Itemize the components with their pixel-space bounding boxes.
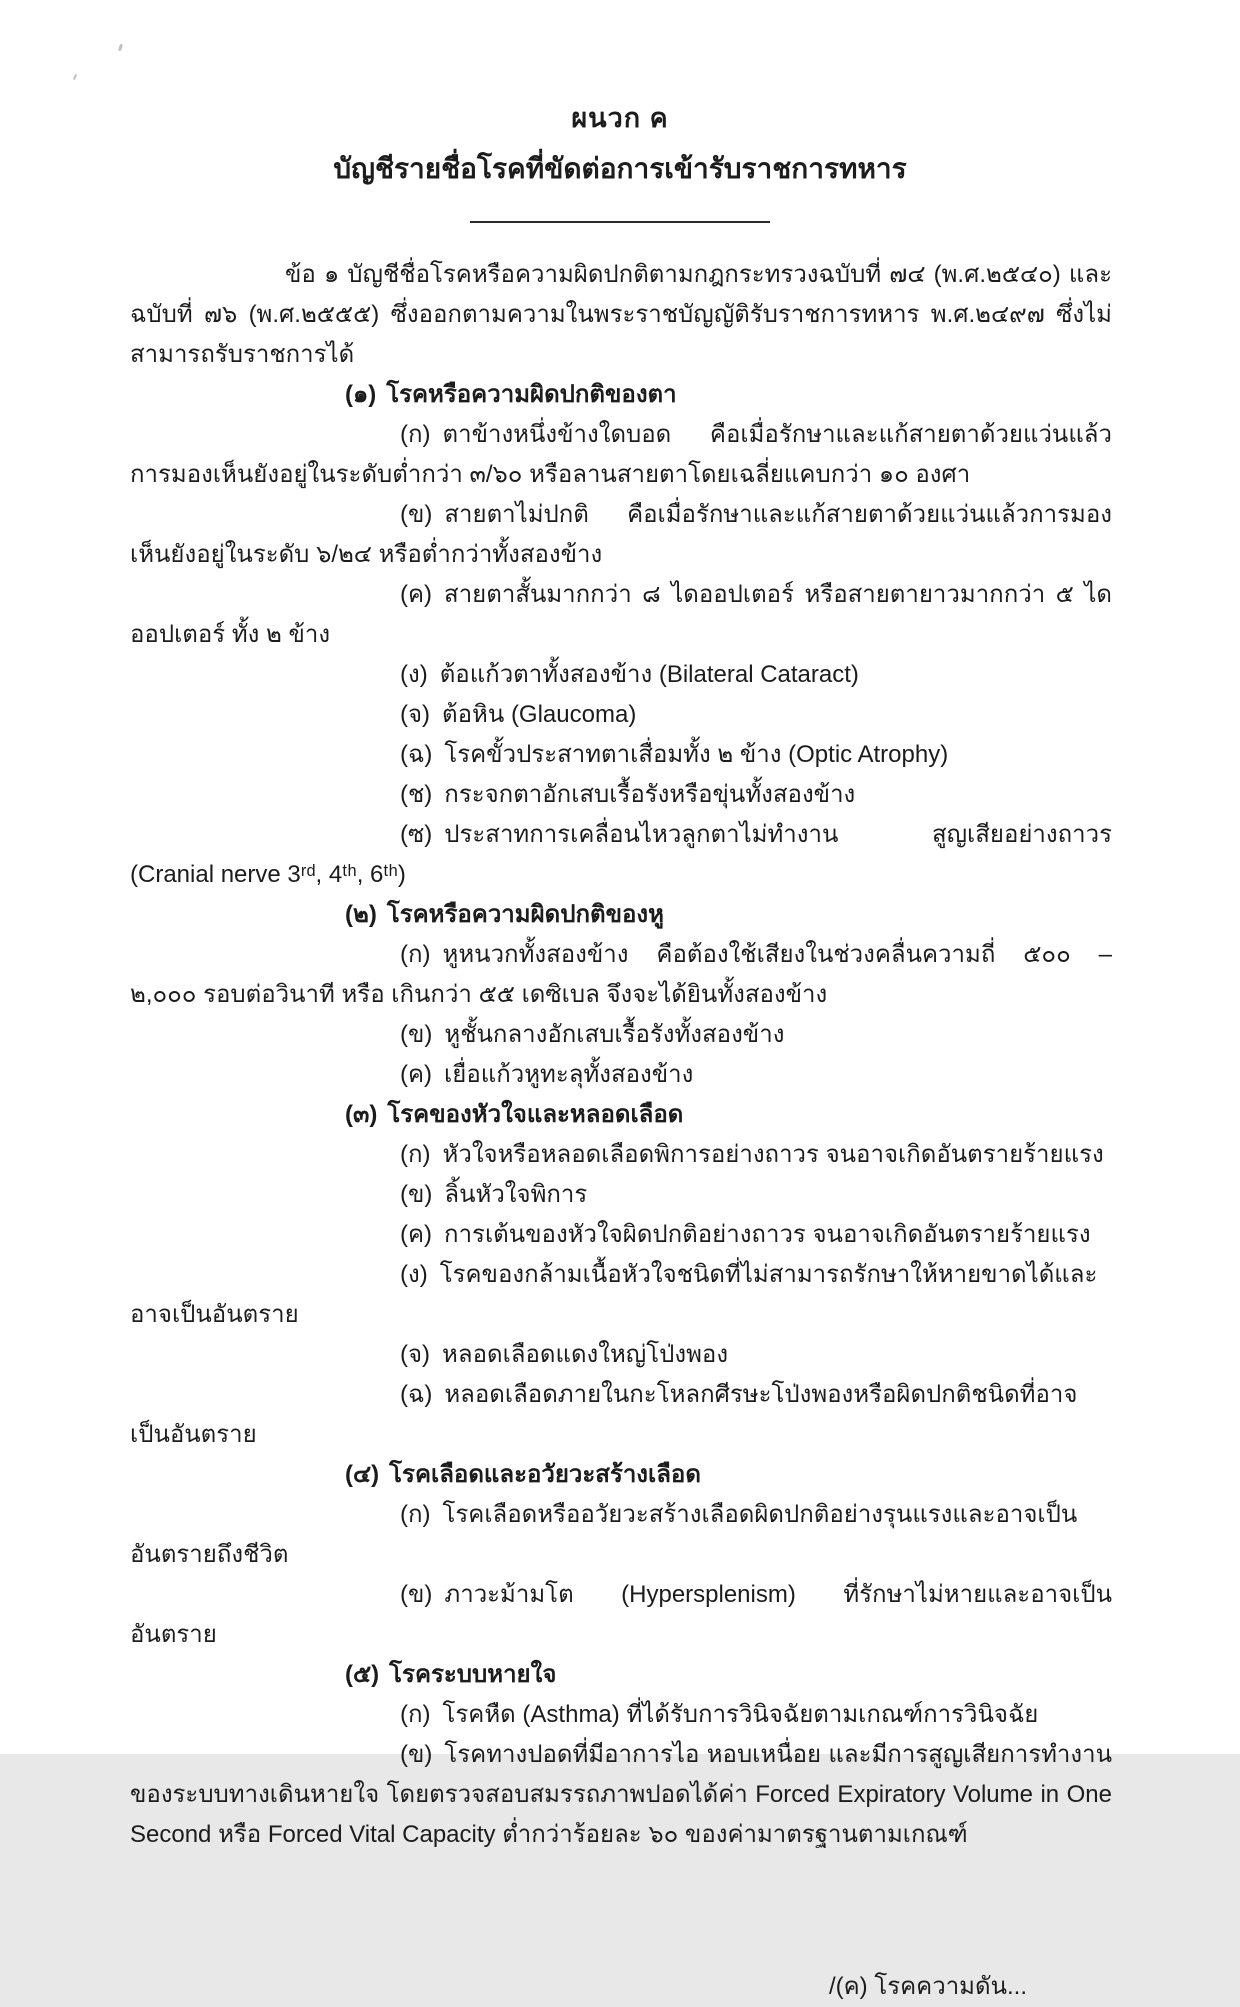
item-text: ต้อแก้วตาทั้งสองข้าง (Bilateral Cataract) — [439, 661, 859, 688]
list-item — [130, 1575, 1112, 1655]
item-label: (ก) — [400, 1701, 431, 1728]
item-label: (ช) — [400, 781, 433, 808]
item-text: ลิ้นหัวใจพิการ — [444, 1181, 588, 1208]
section-heading — [130, 1095, 1112, 1135]
item-text: หลอดเลือดแดงใหญ่โป่งพอง — [442, 1341, 729, 1368]
appendix-label: ผนวก ค — [571, 103, 669, 133]
item-text: ตาข้างหนึ่งข้างใดบอด คือเมื่อรักษาและแก้สายตาด้วยแว่นแล้วการมองเห็นยังอยู่ในระดับต่ำกว่า ๓/๖๐ หรือลานสายตาโดยเฉลี่ยแคบกว่า ๑๐ องศา — [130, 421, 1112, 488]
item-label: (ก) — [400, 941, 431, 968]
item-label: (จ) — [400, 701, 431, 728]
item-label: (ค) — [400, 581, 433, 608]
item-text: โรคเลือดหรืออวัยวะสร้างเลือดผิดปกติอย่างรุนแรงและอาจเป็นอันตรายถึงชีวิต — [130, 1501, 1078, 1568]
document-body — [130, 255, 1112, 2007]
section-title: โรคของหัวใจและหลอดเลือด — [387, 1101, 684, 1128]
list-item — [130, 1135, 1112, 1175]
list-item — [130, 1175, 1112, 1215]
list-item — [130, 935, 1112, 1015]
item-label: (ซ) — [400, 821, 433, 848]
list-item — [130, 655, 1112, 695]
list-item — [130, 1335, 1112, 1375]
item-text: ประสาทการเคลื่อนไหวลูกตาไม่ทำงาน สูญเสียอย่างถาวร (Cranial nerve 3ʳᵈ, 4ᵗʰ, 6ᵗʰ) — [130, 821, 1112, 888]
section-title: โรคหรือความผิดปกติของตา — [386, 381, 677, 408]
item-text: เยื่อแก้วหูทะลุทั้งสองข้าง — [444, 1061, 694, 1088]
list-item — [130, 1695, 1112, 1735]
item-label: (ข) — [400, 1021, 433, 1048]
document-header — [0, 0, 1240, 223]
item-label: (ง) — [400, 1261, 428, 1288]
list-item — [130, 1055, 1112, 1095]
item-text: หูหนวกทั้งสองข้าง คือต้องใช้เสียงในช่วงคลื่นความถี่ ๕๐๐ – ๒,๐๐๐ รอบต่อวินาที หรือ เกินกว่า ๕๕ เดซิเบล จึงจะได้ยินทั้งสองข้าง — [130, 941, 1112, 1008]
item-label: (ข) — [400, 501, 433, 528]
item-label: (ค) — [400, 1221, 433, 1248]
title-divider-rule — [470, 221, 770, 223]
section-heading — [130, 1455, 1112, 1495]
item-text: ภาวะม้ามโต (Hypersplenism) ที่รักษาไม่หายและอาจเป็นอันตราย — [130, 1581, 1112, 1648]
page-title: บัญชีรายชื่อโรคที่ขัดต่อการเข้ารับราชการทหาร — [333, 153, 907, 184]
continuation-note: /(ค) โรคความดัน... — [828, 1973, 1027, 2000]
section-title: โรคหรือความผิดปกติของหู — [386, 901, 664, 928]
item-label: (ข) — [400, 1181, 433, 1208]
list-item — [130, 815, 1112, 895]
list-item — [130, 1015, 1112, 1055]
item-label: (ค) — [400, 1061, 433, 1088]
list-item — [130, 695, 1112, 735]
item-text: หูชั้นกลางอักเสบเรื้อรังทั้งสองข้าง — [444, 1021, 785, 1048]
item-text: หัวใจหรือหลอดเลือดพิการอย่างถาวร จนอาจเกิดอันตรายร้ายแรง — [442, 1141, 1104, 1168]
item-text: กระจกตาอักเสบเรื้อรังหรือขุ่นทั้งสองข้าง — [444, 781, 856, 808]
list-item — [130, 415, 1112, 495]
section-number: (๑) — [345, 381, 377, 408]
intro-paragraph: ข้อ ๑ บัญชีชื่อโรคหรือความผิดปกติตามกฎกระทรวงฉบับที่ ๗๔ (พ.ศ.๒๕๔๐) และ ฉบับที่ ๗๖ (พ.ศ.๒๕๕๕) ซึ่งออกตามความในพระราชบัญญัติรับราชการทหาร พ.ศ.๒๔๙๗ ซึ่งไม่สามารถรับราชการได้ — [130, 261, 1112, 368]
item-text: สายตาไม่ปกติ คือเมื่อรักษาและแก้สายตาด้วยแว่นแล้วการมองเห็นยังอยู่ในระดับ ๖/๒๔ หรือต่ำกว่าทั้งสองข้าง — [130, 501, 1112, 568]
item-label: (ฉ) — [400, 1381, 433, 1408]
item-text: หลอดเลือดภายในกะโหลกศีรษะโป่งพองหรือผิดปกติชนิดที่อาจเป็นอันตราย — [130, 1381, 1078, 1448]
item-text: ต้อหิน (Glaucoma) — [442, 701, 637, 728]
list-item — [130, 1735, 1112, 1855]
sections-container — [130, 375, 1112, 1855]
item-label: (ข) — [400, 1741, 433, 1768]
item-label: (ก) — [400, 1501, 431, 1528]
section-title: โรคระบบหายใจ — [389, 1661, 557, 1688]
list-item — [130, 495, 1112, 575]
section-heading — [130, 1655, 1112, 1695]
item-text: โรคหืด (Asthma) ที่ได้รับการวินิจฉัยตามเกณฑ์การวินิจฉัย — [442, 1701, 1039, 1728]
item-text: โรคของกล้ามเนื้อหัวใจชนิดที่ไม่สามารถรักษาให้หายขาดได้และอาจเป็นอันตราย — [130, 1261, 1098, 1328]
item-text: โรคทางปอดที่มีอาการไอ หอบเหนื่อย และมีการสูญเสียการทำงานของระบบทางเดินหายใจ โดยตรวจสอบสมรรถภาพปอดได้ค่า Forced Expiratory Volume in One Second หรือ Forced Vital Capacity ต่ำกว่าร้อยละ ๖๐ ของค่ามาตรฐานตามเกณฑ์ — [130, 1741, 1112, 1848]
list-item — [130, 1495, 1112, 1575]
list-item — [130, 735, 1112, 775]
item-label: (ก) — [400, 1141, 431, 1168]
item-label: (ง) — [400, 661, 428, 688]
item-text: สายตาสั้นมากกว่า ๘ ไดออปเตอร์ หรือสายตายาวมากกว่า ๕ ไดออปเตอร์ ทั้ง ๒ ข้าง — [130, 581, 1112, 648]
item-label: (จ) — [400, 1341, 431, 1368]
section-number: (๒) — [345, 901, 377, 928]
list-item — [130, 1255, 1112, 1335]
item-label: (ก) — [400, 421, 431, 448]
section-number: (๓) — [345, 1101, 378, 1128]
item-label: (ฉ) — [400, 741, 433, 768]
section-title: โรคเลือดและอวัยวะสร้างเลือด — [389, 1461, 701, 1488]
list-item — [130, 575, 1112, 655]
list-item — [130, 1375, 1112, 1455]
section-heading — [130, 375, 1112, 415]
item-text: การเต้นของหัวใจผิดปกติอย่างถาวร จนอาจเกิดอันตรายร้ายแรง — [444, 1221, 1091, 1248]
section-number: (๕) — [345, 1661, 380, 1688]
list-item — [130, 1215, 1112, 1255]
section-heading — [130, 895, 1112, 935]
section-number: (๔) — [345, 1461, 380, 1488]
list-item — [130, 775, 1112, 815]
item-label: (ข) — [400, 1581, 433, 1608]
item-text: โรคขั้วประสาทตาเสื่อมทั้ง ๒ ข้าง (Optic Atrophy) — [444, 741, 949, 768]
